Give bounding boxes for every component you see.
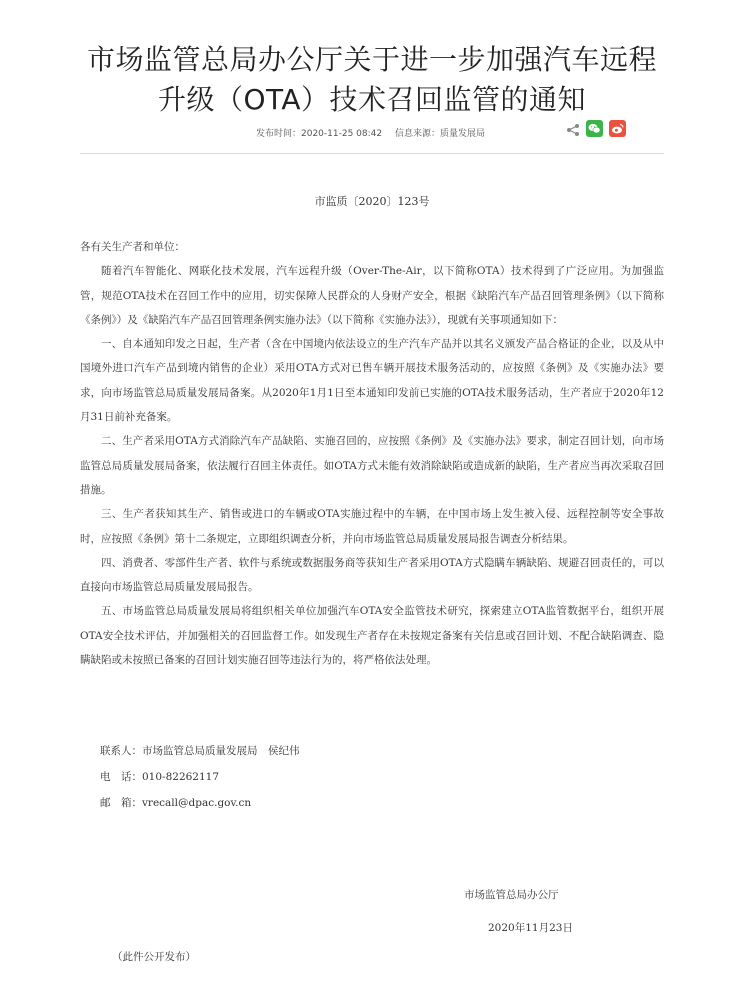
title-line-1: 市场监管总局办公厅关于进一步加强汽车远程 [86,43,657,76]
article-body [80,235,664,672]
paragraph-item-3: 三、生产者获知其生产、销售或进口的车辆或OTA实施过程中的车辆，在中国市场上发生被入侵、远程控制等安全事故时，应按照《条例》第十二条规定，立即组织调查分析，并向市场监管总局质量发展局报告调查分析结果。 [80,508,664,545]
publish-time: 发布时间：2020-11-25 08:42 [256,129,383,139]
wechat-icon[interactable] [586,120,603,137]
contact-email: 邮 箱：vrecall@dpac.gov.cn [100,797,252,809]
document-number: 市监质〔2020〕123号 [314,195,430,208]
paragraph-item-5: 五、市场监管总局质量发展局将组织相关单位加强汽车OTA安全监管技术研究，探索建立OTA监管数据平台，组织开展OTA安全技术评估，并加强相关的召回监督工作。如发现生产者存在未按规定备案有关信息或召回计划、不配合缺陷调查、隐瞒缺陷或未按照已备案的召回计划实施召回等违法行为的，将严格依法处理。 [80,605,664,667]
salutation: 各有关生产者和单位： [80,241,185,253]
paragraph-intro: 随着汽车智能化、网联化技术发展，汽车远程升级（Over-The-Air，以下简称OTA）技术得到了广泛应用。为加强监管，规范OTA技术在召回工作中的应用，切实保障人民群众的人身财产安全，根据《缺陷汽车产品召回管理条例》（以下简称《条例》）及《缺陷汽车产品召回管理条例实施办法》（以下简称《实施办法》），现就有关事项通知如下： [80,265,664,326]
paragraph-item-1: 一、自本通知印发之日起，生产者（含在中国境内依法设立的生产汽车产品并以其名义颁发产品合格证的企业，以及从中国境外进口汽车产品到境内销售的企业）采用OTA方式对已售车辆开展技术服务活动的，应按照《条例》及《实施办法》要求，向市场监管总局质量发展局备案。从2020年1月1日至本通知印发前已实施的OTA技术服务活动，生产者应于2020年12月31日前补充备案。 [80,338,664,424]
info-source: 信息来源：质量发展局 [394,129,485,139]
page-title [60,40,684,120]
contact-block [100,738,300,816]
signature-date: 2020年11月23日 [488,922,573,934]
article-meta [256,126,495,139]
contact-phone: 电 话：010-82262117 [100,771,220,783]
header-divider [80,153,664,154]
publication-note: （此件公开发布） [112,951,196,963]
contact-person: 联系人：市场监管总局质量发展局 侯纪伟 [100,745,300,757]
title-line-2: 升级（OTA）技术召回监管的通知 [157,83,587,116]
weibo-icon[interactable] [609,120,626,137]
paragraph-item-2: 二、生产者采用OTA方式消除汽车产品缺陷、实施召回的，应按照《条例》及《实施办法》要求，制定召回计划，向市场监管总局质量发展局备案，依法履行召回主体责任。如OTA方式未能有效消除缺陷或造成新的缺陷，生产者应当再次采取召回措施。 [80,435,664,496]
share-bar [566,120,626,137]
share-icon[interactable] [566,122,580,136]
paragraph-item-4: 四、消费者、零部件生产者、软件与系统或数据服务商等获知生产者采用OTA方式隐瞒车辆缺陷、规避召回责任的，可以直接向市场监管总局质量发展局报告。 [80,556,664,594]
signature-org: 市场监管总局办公厅 [464,889,559,901]
